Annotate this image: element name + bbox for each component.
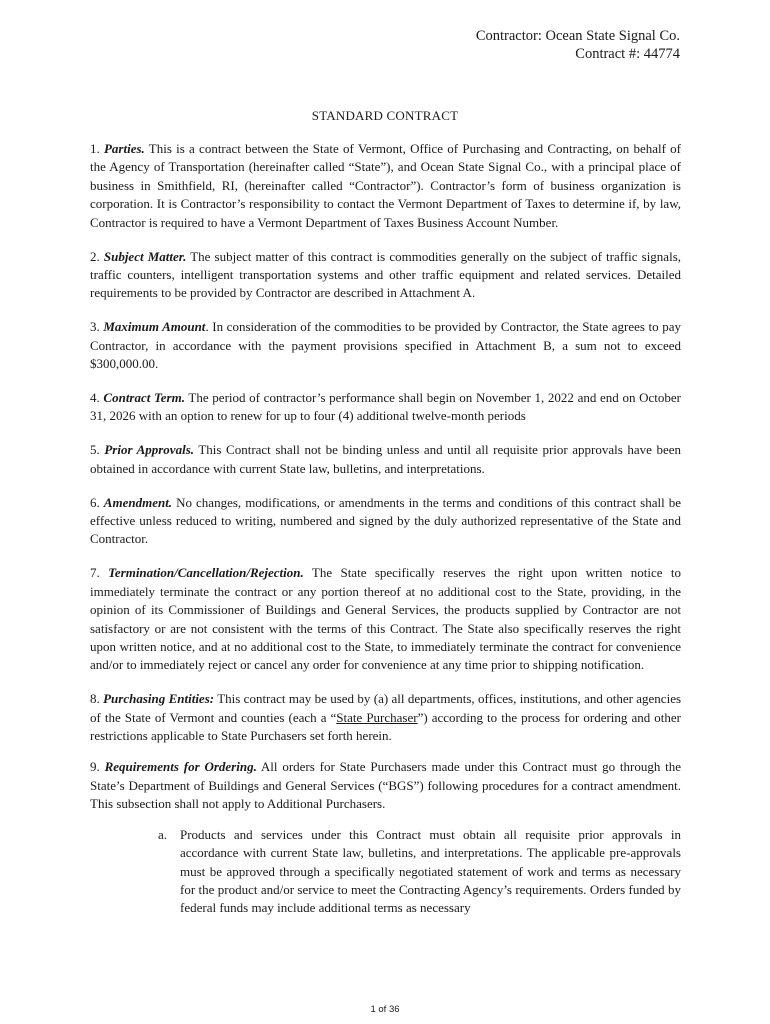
section-number: 5.: [90, 442, 100, 458]
contract-number-line: Contract #: 44774: [575, 46, 680, 62]
section-number: 8.: [90, 691, 100, 707]
section-text: The period of contractor’s performance shall begin on November 1, 2022 and end on October 31, 2026 with an option to renew for up to four (4) additional twelve-month periods: [90, 389, 681, 424]
section-parties: [90, 140, 681, 232]
section-amendment: [90, 494, 681, 549]
section-text: This contract may be used by (a) all departments, offices, institutions, and other agencies of the State of Vermont and counties (each a “: [90, 691, 682, 725]
section-number: 6.: [90, 494, 100, 510]
subsection-a: [158, 826, 681, 918]
page-number: 1 of 36: [370, 1004, 400, 1015]
contract-header: [476, 27, 680, 63]
subsection-marker: a.: [158, 826, 168, 842]
section-text: . In consideration of the commodities to be provided by Contractor, the State agrees to pay Contractor, in accordance with the payment provisions specified in Attachment B, a sum not to exceed $300,000.00.: [90, 319, 682, 372]
section-subject-matter: [90, 248, 681, 303]
section-text: The subject matter of this contract is commodities generally on the subject of traffic signals, traffic counters, intelligent transportation systems and other traffic equipment and related services. Detailed requirements to be provided by Contractor are described in Attachment A.: [90, 248, 682, 301]
section-heading: Maximum Amount: [103, 319, 206, 335]
section-text: This is a contract between the State of Vermont, Office of Purchasing and Contracting, on behalf of the Agency of Transportation (hereinafter called “State”), and Ocean State Signal Co., with a principal place of business in Smithfield, RI, (hereinafter called “Contractor”). Contractor’s form of business organization is corporation. It is Contractor’s responsibility to contact the Vermont Department of Taxes to determine if, by law, Contractor is required to have a Vermont Department of Taxes Business Account Number.: [90, 141, 682, 230]
document-title: STANDARD CONTRACT: [311, 108, 459, 123]
section-heading: Requirements for Ordering.: [104, 759, 257, 775]
section-prior-approvals: [90, 441, 681, 478]
section-heading: Termination/Cancellation/Rejection.: [108, 565, 304, 581]
state-purchaser-term: State Purchaser: [336, 709, 418, 725]
section-number: 7.: [90, 565, 100, 581]
section-heading: Prior Approvals.: [104, 442, 195, 458]
section-heading: Subject Matter.: [103, 248, 187, 264]
section-text: This Contract shall not be binding unless and until all requisite prior approvals have been obtained in accordance with current State law, bulletins, and interpretations.: [90, 442, 682, 476]
section-purchasing-entities: [90, 690, 681, 745]
subsection-text: Products and services under this Contract must obtain all requisite prior approvals in accordance with current State law, bulletins, and interpretations. The applicable pre-approvals must be approved through a specifically negotiated statement of work and terms as necessary for the product and/or service to meet the Contracting Agency’s requirements. Orders funded by federal funds may include additional terms as necessary: [180, 826, 681, 916]
section-maximum-amount: [90, 318, 681, 373]
section-number: 9.: [90, 759, 100, 775]
section-text: The State specifically reserves the right upon written notice to immediately terminate the contract or any portion thereof at no additional cost to the State, providing, in the opinion of its Commissioner of Buildings and General Services, the products supplied by Contractor are not satisfactory or are not consistent with the terms of this Contract. The State also specifically reserves the right upon written notice, and at no additional cost to the State, to immediately terminate the contract for convenience and/or to immediately reject or cancel any order for convenience at any time prior to shipping notification.: [90, 565, 682, 673]
section-heading: Parties.: [103, 141, 145, 156]
section-termination: [90, 564, 681, 674]
section-text-continued: ”) according to the process for ordering and other restrictions applicable to State Purchasers set forth herein.: [90, 709, 681, 744]
section-text: All orders for State Purchasers made under this Contract must go through the State’s Department of Buildings and General Services (“BGS”) following procedures for a contract amendment. This subsection shall not apply to Additional Purchasers.: [90, 759, 682, 812]
section-heading: Purchasing Entities:: [103, 691, 215, 707]
section-number: 2.: [90, 248, 100, 264]
section-number: 1.: [90, 141, 100, 156]
section-heading: Amendment.: [103, 494, 173, 510]
section-requirements-ordering: [90, 758, 681, 813]
section-number: 3.: [90, 319, 100, 335]
contract-body: [90, 140, 681, 918]
section-heading: Contract Term.: [103, 389, 185, 405]
section-contract-term: [90, 389, 681, 426]
contractor-line: Contractor: Ocean State Signal Co.: [475, 28, 680, 44]
section-text: No changes, modifications, or amendments in the terms and conditions of this contract shall be effective unless reduced to writing, numbered and signed by the duly authorized representative of the State and Contractor.: [90, 494, 682, 547]
section-number: 4.: [90, 389, 100, 405]
